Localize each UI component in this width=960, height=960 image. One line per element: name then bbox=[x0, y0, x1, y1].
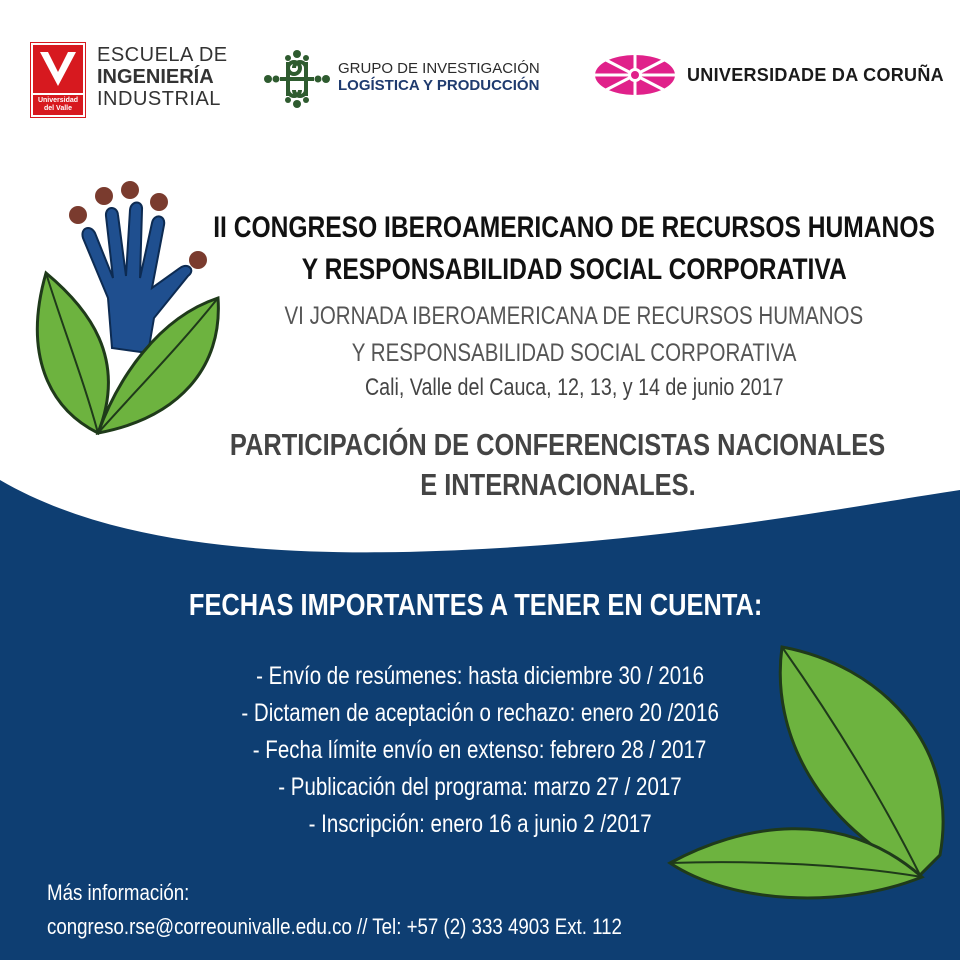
date-item-text: - Inscripción: enero 16 a junio 2 /2017 bbox=[308, 810, 652, 838]
contact-block bbox=[47, 878, 723, 942]
date-item-text: - Fecha límite envío en extenso: febrero 28 / 2017 bbox=[253, 736, 707, 764]
date-item bbox=[0, 771, 960, 803]
grupo-line2: LOGÍSTICA Y PRODUCCIÓN bbox=[338, 77, 540, 94]
participation-line-2-text: E INTERNACIONALES. bbox=[420, 467, 696, 502]
contact-details[interactable] bbox=[47, 912, 723, 942]
title-line-2-text: Y RESPONSABILIDAD SOCIAL CORPORATIVA bbox=[301, 253, 847, 286]
title-line-1-text: II CONGRESO IBEROAMERICANO DE RECURSOS HUMANOS bbox=[213, 211, 935, 244]
subtitle-line-1-text: VI JORNADA IBEROAMERICANA DE RECURSOS HUMANOS bbox=[284, 302, 864, 330]
grupo-text bbox=[338, 60, 540, 94]
coruna-emblem-icon bbox=[594, 54, 676, 96]
date-item-text: - Dictamen de aceptación o rechazo: enero 20 /2016 bbox=[241, 699, 719, 727]
title-line-1 bbox=[94, 210, 960, 246]
location-dates-text: Cali, Valle del Cauca, 12, 13, y 14 de junio 2017 bbox=[364, 374, 784, 401]
date-item bbox=[0, 734, 960, 766]
subtitle-line-1 bbox=[94, 300, 960, 332]
contact-label bbox=[47, 878, 723, 908]
grupo-line1: GRUPO DE INVESTIGACIÓN bbox=[338, 60, 540, 77]
title-line-2 bbox=[94, 252, 960, 288]
contact-details-text[interactable]: congreso.rse@correounivalle.edu.co // Tel: +57 (2) 333 4903 Ext. 112 bbox=[47, 914, 622, 939]
date-item-text: - Envío de resúmenes: hasta diciembre 30 / 2016 bbox=[256, 662, 704, 690]
date-item-text: - Publicación del programa: marzo 27 / 2017 bbox=[278, 773, 682, 801]
participation-line-1-text: PARTICIPACIÓN DE CONFERENCISTAS NACIONALES bbox=[230, 427, 886, 462]
coruna-name: UNIVERSIDADE DA CORUÑA bbox=[687, 65, 944, 85]
subtitle-line-2 bbox=[94, 337, 960, 369]
date-item bbox=[0, 808, 960, 840]
participation-line-1 bbox=[78, 426, 960, 464]
escuela-text bbox=[97, 44, 228, 110]
date-item bbox=[0, 660, 960, 692]
escuela-line3: INDUSTRIAL bbox=[97, 88, 221, 110]
escuela-line2: INGENIERÍA bbox=[97, 66, 214, 88]
contact-label-text: Más información: bbox=[47, 880, 190, 905]
grupo-emblem-icon bbox=[262, 48, 332, 110]
participation-line-2 bbox=[78, 466, 960, 504]
escuela-line1: ESCUELA DE bbox=[97, 44, 228, 66]
subtitle-line-2-text: Y RESPONSABILIDAD SOCIAL CORPORATIVA bbox=[351, 339, 797, 367]
dates-heading-text: FECHAS IMPORTANTES A TENER EN CUENTA: bbox=[189, 587, 763, 622]
location-dates bbox=[94, 373, 960, 403]
dates-heading bbox=[0, 586, 956, 624]
univalle-logo bbox=[30, 42, 86, 118]
date-item bbox=[0, 697, 960, 729]
univalle-logo-text: Universidad del Valle bbox=[37, 97, 79, 112]
